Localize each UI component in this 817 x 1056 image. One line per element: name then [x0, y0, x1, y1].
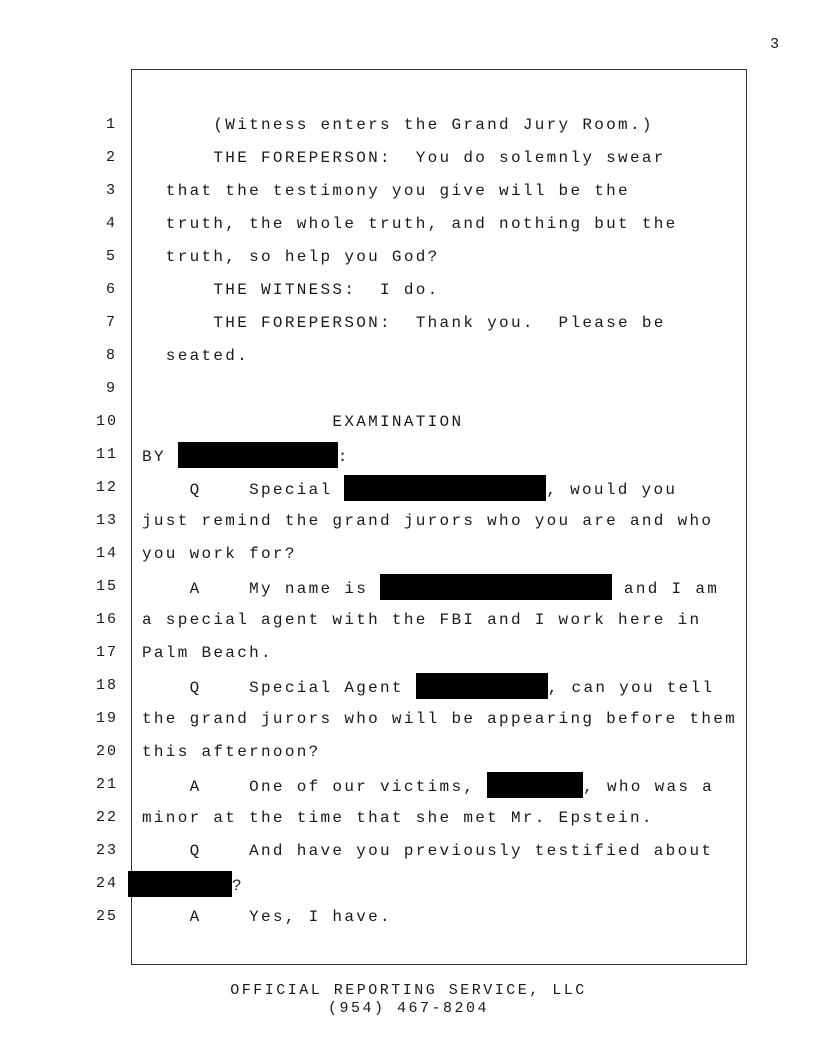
line-number: 21: [96, 776, 119, 793]
line-text: Q Special Agent: [142, 679, 416, 698]
redaction-block: [380, 574, 612, 600]
footer-company: OFFICIAL REPORTING SERVICE, LLC: [230, 982, 587, 999]
line-number: 20: [96, 743, 119, 760]
line-number: 24: [96, 875, 119, 892]
transcript-line: you work for?: [142, 545, 297, 563]
line-number: 13: [96, 512, 119, 529]
transcript-line: [142, 776, 742, 798]
line-text: A One of our victims,: [142, 778, 488, 797]
redaction-block: [178, 442, 338, 468]
line-number: 19: [96, 710, 119, 727]
transcript-line: truth, so help you God?: [142, 248, 440, 266]
line-number: 6: [106, 281, 118, 298]
line-number: 2: [106, 149, 118, 166]
line-number: 23: [96, 842, 119, 859]
transcript-line: THE FOREPERSON: You do solemnly swear: [142, 149, 666, 167]
transcript-line: minor at the time that she met Mr. Epstein.: [142, 809, 654, 827]
frame-top-border: [132, 69, 746, 70]
transcript-line: [142, 578, 742, 600]
line-number: 4: [106, 215, 118, 232]
redaction-block: [344, 475, 546, 501]
transcript-line: Q And have you previously testified about: [142, 842, 714, 860]
transcript-line: seated.: [142, 347, 250, 365]
line-text: BY: [142, 448, 178, 467]
transcript-line: THE WITNESS: I do.: [142, 281, 440, 299]
line-number: 15: [96, 578, 119, 595]
line-number: 10: [96, 413, 119, 430]
transcript-line: EXAMINATION: [142, 413, 464, 431]
footer-phone: (954) 467-8204: [327, 1000, 490, 1017]
line-text: A My name is: [142, 580, 381, 599]
transcript-line: truth, the whole truth, and nothing but the: [142, 215, 678, 233]
line-number: 18: [96, 677, 119, 694]
transcript-line: [142, 479, 742, 501]
line-number: 22: [96, 809, 119, 826]
page-number: 3: [770, 36, 780, 53]
transcript-line: this afternoon?: [142, 743, 321, 761]
line-number: 1: [106, 116, 118, 133]
line-number: 14: [96, 545, 119, 562]
frame-right-border: [746, 69, 747, 965]
line-number: 12: [96, 479, 119, 496]
redaction-block: [487, 772, 583, 798]
frame-left-border: [131, 69, 132, 965]
transcript-line: [128, 875, 728, 897]
line-text: , who was a: [583, 778, 715, 797]
line-text: Q Special: [142, 481, 345, 500]
line-number: 9: [106, 380, 118, 397]
line-number: 11: [96, 446, 119, 463]
line-text: ?: [232, 877, 244, 896]
line-number: 5: [106, 248, 118, 265]
line-number: 25: [96, 908, 119, 925]
frame-bottom-border: [132, 964, 746, 965]
transcript-line: [142, 677, 742, 699]
transcript-line: just remind the grand jurors who you are and who: [142, 512, 714, 530]
line-number: 3: [106, 182, 118, 199]
line-text: , would you: [546, 481, 678, 500]
line-number: 16: [96, 611, 119, 628]
transcript-line: the grand jurors who will be appearing before them: [142, 710, 738, 728]
transcript-line: a special agent with the FBI and I work here in: [142, 611, 702, 629]
line-number: 7: [106, 314, 118, 331]
line-text: and I am: [612, 580, 720, 599]
redaction-block: [416, 673, 548, 699]
transcript-line: (Witness enters the Grand Jury Room.): [142, 116, 654, 134]
transcript-line: Palm Beach.: [142, 644, 273, 662]
transcript-line: that the testimony you give will be the: [142, 182, 630, 200]
transcript-line: [142, 446, 742, 468]
redaction-block: [128, 871, 232, 897]
line-number: 8: [106, 347, 118, 364]
line-number: 17: [96, 644, 119, 661]
line-text: , can you tell: [547, 679, 715, 698]
transcript-line: A Yes, I have.: [142, 908, 392, 926]
transcript-line: THE FOREPERSON: Thank you. Please be: [142, 314, 666, 332]
line-text: :: [337, 448, 350, 467]
